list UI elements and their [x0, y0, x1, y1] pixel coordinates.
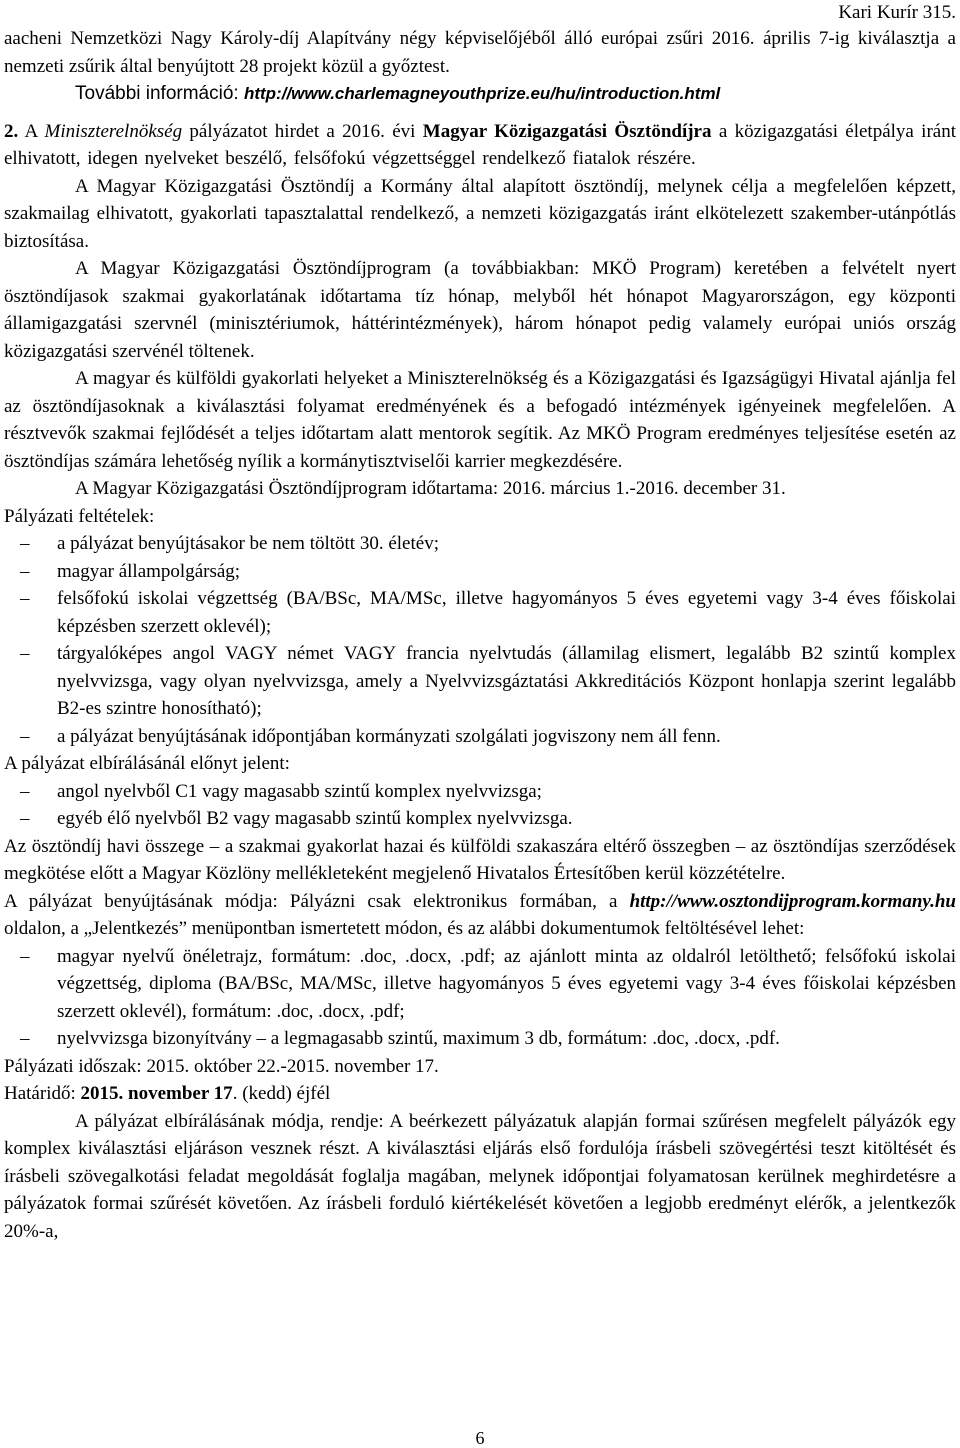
- scholarship-name: Magyar Közigazgatási Ösztöndíjra: [422, 120, 712, 142]
- advantages-title: A pályázat elbírálásánál előnyt jelent:: [4, 753, 290, 774]
- deadline-line: [4, 1080, 956, 1108]
- more-info-line: [4, 80, 956, 108]
- evaluation-paragraph: A pályázat elbírálásának módja, rendje: A beérkezett pályázatuk alapján formai szűrésen megfelelt pályázók egy komplex kiválasztási eljáráson vesznek részt. A kiválasztási eljárás első fordulója írásbeli szövegértési teszt kitöltését és írásbeli szövegalkotási feladat megoldását foglalja magában, melynek időpontjai folyamatosan kerülnek meghirdetésre a pályázatok formai szűrését követően. Az írásbeli forduló kiértékelését követően a legjobb eredményt elérők, a jelentkezők 20%-a,: [4, 1110, 956, 1242]
- charlemagne-link[interactable]: http://www.charlemagneyouthprize.eu/hu/introduction.html: [243, 84, 721, 103]
- paragraph-placements: A magyar és külföldi gyakorlati helyeket a Miniszterelnökség és a Közigazgatási és Igazságügyi Hivatal ajánlja fel az ösztöndíjasoknak a kiválasztási folyamat eredményének és a befogadó intézmények igényeinek megfelelően. A résztvevők szakmai fejlődését a teljes időtartam alatt mentorok segítik. Az MKÖ Program eredményes teljesítése esetén az ösztöndíjas számára lehetőség nyílik a kormánytisztviselői karrier megkezdésére.: [4, 368, 956, 472]
- section-pre: A: [24, 120, 45, 142]
- osztondijprogram-link[interactable]: http://www.osztondijprogram.kormany.hu: [629, 890, 956, 912]
- paragraph-program: A Magyar Közigazgatási Ösztöndíjprogram (a továbbiakban: MKÖ Program) keretében a felvételt nyert ösztöndíjasok szakmai gyakorlatának időtartama tíz hónap, melyből hét hónapot Magyarországon, egy központi államigazgatási szervnél (minisztériumok, háttérintézmények), három hónapot pedig valamely európai uniós ország közigazgatási szervénél töltenek.: [4, 258, 956, 362]
- more-info-label: További információ:: [75, 83, 244, 104]
- page-header: Kari Kurír 315.: [838, 2, 956, 23]
- monthly-amount-paragraph: Az ösztöndíj havi összege – a szakmai gyakorlat hazai és külföldi szakaszára eltérő összegben – az ösztöndíjas szerződések megkötése előtt a Magyar Közlöny mellékleteként megjelenő Hivatalos Értesítőben kerül közzétételre.: [4, 835, 956, 884]
- intro-text: aacheni Nemzetközi Nagy Károly-díj Alapítvány négy képviselőjéből álló európai zsűri 2016. április 7-ig kiválasztja a nemzeti zsűrik által benyújtott 28 projekt közül a győztest.: [4, 28, 956, 77]
- conditions-list: [4, 530, 956, 750]
- paragraph-duration: A Magyar Közigazgatási Ösztöndíjprogram időtartama: 2016. március 1.-2016. december 31.: [75, 478, 786, 499]
- paragraph-purpose: A Magyar Közigazgatási Ösztöndíj a Kormány által alapított ösztöndíj, melynek célja a megfelelően képzett, szakmailag elhivatott, gyakorlati tapasztalattal rendelkező, a nemzeti közigazgatás iránt elkötelezett szakember-utánpótlás biztosítása.: [4, 175, 956, 252]
- section-mid: pályázatot hirdet a 2016. évi: [182, 120, 423, 142]
- document-page: [4, 0, 956, 1245]
- submission-pre: A pályázat benyújtásának módja: Pályázni csak elektronikus formában, a: [4, 890, 630, 912]
- list-item: – magyar nyelvű önéletrajz, formátum: .doc, .docx, .pdf; az ajánlott minta az oldalról letölthető; felsőfokú iskolai végzettség, diploma (BA/BSc, MA/MSc, illetve hagyományos 5 éves egyetemi vagy 3-4 éves főiskolai képzésben szerzett oklevél), formátum: .doc, .docx, .pdf;: [4, 943, 956, 1026]
- list-item: – tárgyalóképes angol VAGY német VAGY francia nyelvtudás (államilag elismert, legalább B2 szintű komplex nyelvvizsga, vagy olyan nyelvvizsga, amely a Nyelvvizsgáztatási Akkreditációs Központ honlapja szerint legalább B2-es szintre honosítható);: [4, 640, 956, 723]
- list-item: – angol nyelvből C1 vagy magasabb szintű komplex nyelvvizsga;: [4, 778, 956, 806]
- list-item: – a pályázat benyújtásakor be nem töltött 30. életév;: [4, 530, 956, 558]
- submission-post: oldalon, a „Jelentkezés” menüpontban ismertetett módon, és az alábbi dokumentumok feltöltésével lehet:: [4, 918, 805, 939]
- list-item: – nyelvvizsga bizonyítvány – a legmagasabb szintű, maximum 3 db, formátum: .doc, .docx, .pdf.: [4, 1025, 956, 1053]
- list-item: – egyéb élő nyelvből B2 vagy magasabb szintű komplex nyelvvizsga.: [4, 805, 956, 833]
- spacer: [4, 108, 956, 118]
- section-2-heading: [4, 118, 956, 173]
- submission-paragraph: [4, 888, 956, 943]
- advantages-list: [4, 778, 956, 833]
- intro-paragraph: [4, 25, 956, 80]
- deadline-label: Határidő:: [4, 1083, 81, 1104]
- documents-list: [4, 943, 956, 1053]
- section-post: a közigazgatási életpálya iránt elhivatott, idegen nyelveket beszélő, felsőfokú végzettséggel rendelkező fiatalok részére.: [4, 120, 956, 169]
- list-item: – magyar állampolgárság;: [4, 558, 956, 586]
- application-period: Pályázati időszak: 2015. október 22.-2015. november 17.: [4, 1055, 439, 1077]
- ministry-name: Miniszterelnökség: [44, 120, 183, 142]
- page-number: 6: [475, 1428, 485, 1448]
- deadline-rest: . (kedd) éjfél: [232, 1083, 331, 1104]
- list-item: – a pályázat benyújtásának időpontjában kormányzati szolgálati jogviszony nem áll fenn.: [4, 723, 956, 751]
- conditions-title: Pályázati feltételek:: [4, 505, 155, 527]
- list-item: – felsőfokú iskolai végzettség (BA/BSc, MA/MSc, illetve hagyományos 5 éves egyetemi vagy 3-4 éves főiskolai képzésben szerzett oklevél);: [4, 585, 956, 640]
- deadline-date: 2015. november 17: [80, 1083, 233, 1104]
- section-number: 2.: [4, 120, 19, 142]
